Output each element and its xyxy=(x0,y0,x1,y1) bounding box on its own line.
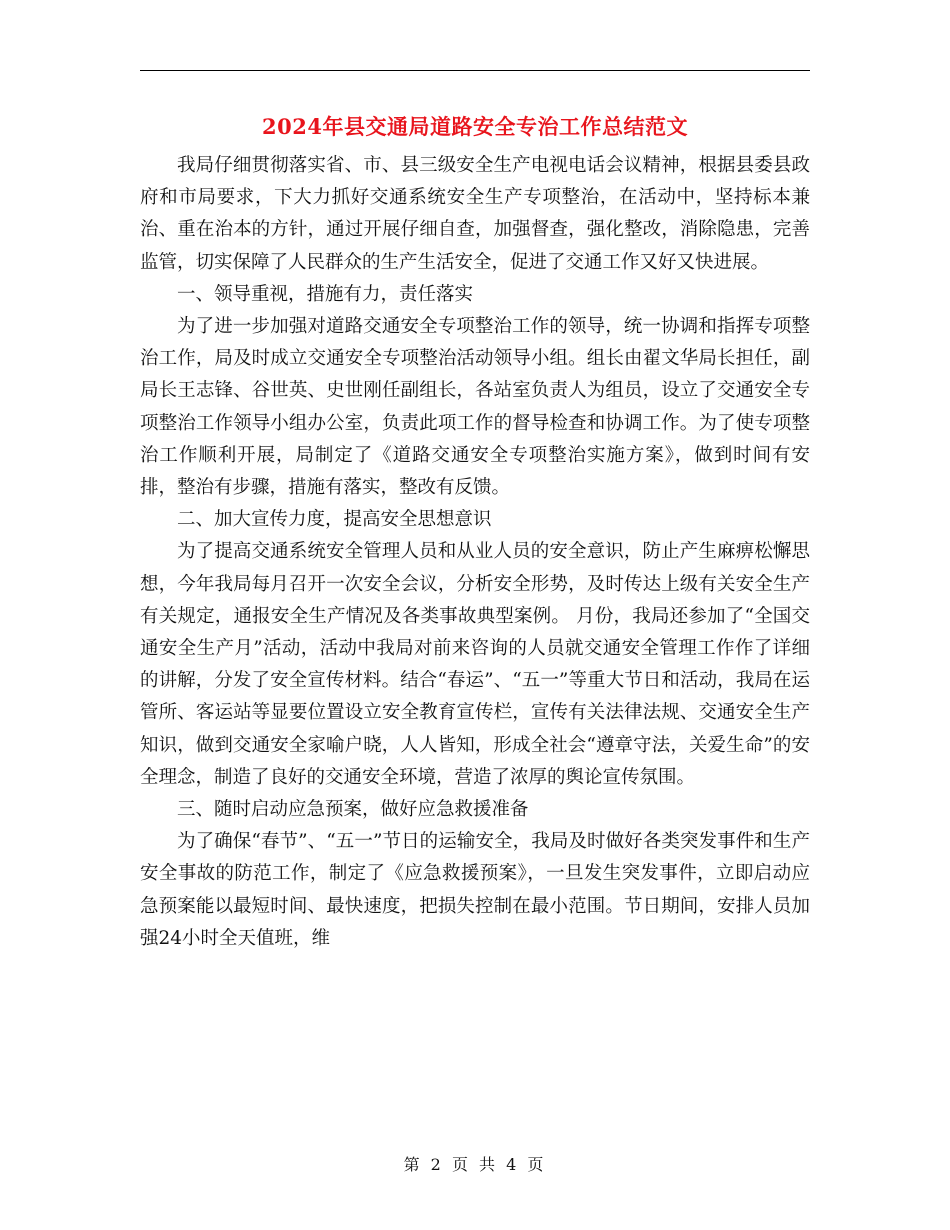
section-heading-3: 三、随时启动应急预案，做好应急救援准备 xyxy=(177,799,529,821)
section-2-paragraph: 为了提高交通系统安全管理人员和从业人员的安全意识，防止产生麻痹松懈思想，今年我局每月召开一次安全会议，分析安全形势，及时传达上级有关安全生产有关规定，通报安全生产情况及各类事故典型案例。 月份，我局还参加了“全国交通安全生产月”活动，活动中我局对前来咨询的人员就交通安全管理工作作了详细的讲解，分发了安全宣传材料。结合“春运”、“五一”等重大节日和活动，我局在运管所、客运站等显要位置设立安全教育宣传栏，宣传有关法律法规、交通安全生产知识，做到交通安全家喻户晓，人人皆知，形成全社会“遵章守法，关爱生命”的安全理念，制造了良好的交通安全环境，营造了浓厚的舆论宣传氛围。 xyxy=(140,541,810,788)
section-1-paragraph: 为了进一步加强对道路交通安全专项整治工作的领导，统一协调和指挥专项整治工作，局及时成立交通安全专项整治活动领导小组。组长由翟文华局长担任，副局长王志锋、谷世英、史世刚任副组长，各站室负责人为组员，设立了交通安全专项整治工作领导小组办公室，负责此项工作的督导检查和协调工作。为了使专项整治工作顺利开展，局制定了《道路交通安全专项整治实施方案》，做到时间有安排，整治有步骤，措施有落实，整改有反馈。 xyxy=(140,316,810,499)
section-heading-1: 一、领导重视，措施有力，责任落实 xyxy=(177,283,474,305)
header-rule xyxy=(140,70,810,71)
section-3-paragraph: 为了确保“春节”、“五一”节日的运输安全，我局及时做好各类突发事件和生产安全事故的防范工作，制定了《应急救援预案》，一旦发生突发事件，立即启动应急预案能以最短时间、最快速度，把损失控制在最小范围。节日期间，安排人员加强24小时全天值班，维 xyxy=(140,831,810,949)
page-number-footer: 第 2 页 共 4 页 xyxy=(403,1155,547,1174)
document-body xyxy=(140,150,810,955)
section-heading-2: 二、加大宣传力度，提高安全思想意识 xyxy=(177,509,492,531)
intro-paragraph: 我局仔细贯彻落实省、市、县三级安全生产电视电话会议精神，根据县委县政府和市局要求，下大力抓好交通系统安全生产专项整治，在活动中，坚持标本兼治、重在治本的方针，通过开展仔细自查，加强督查，强化整改，消除隐患，完善监管，切实保障了人民群众的生产生活安全，促进了交通工作又好又快进展。 xyxy=(140,155,810,273)
document-title: 2024年县交通局道路安全专治工作总结范文 xyxy=(262,114,688,139)
